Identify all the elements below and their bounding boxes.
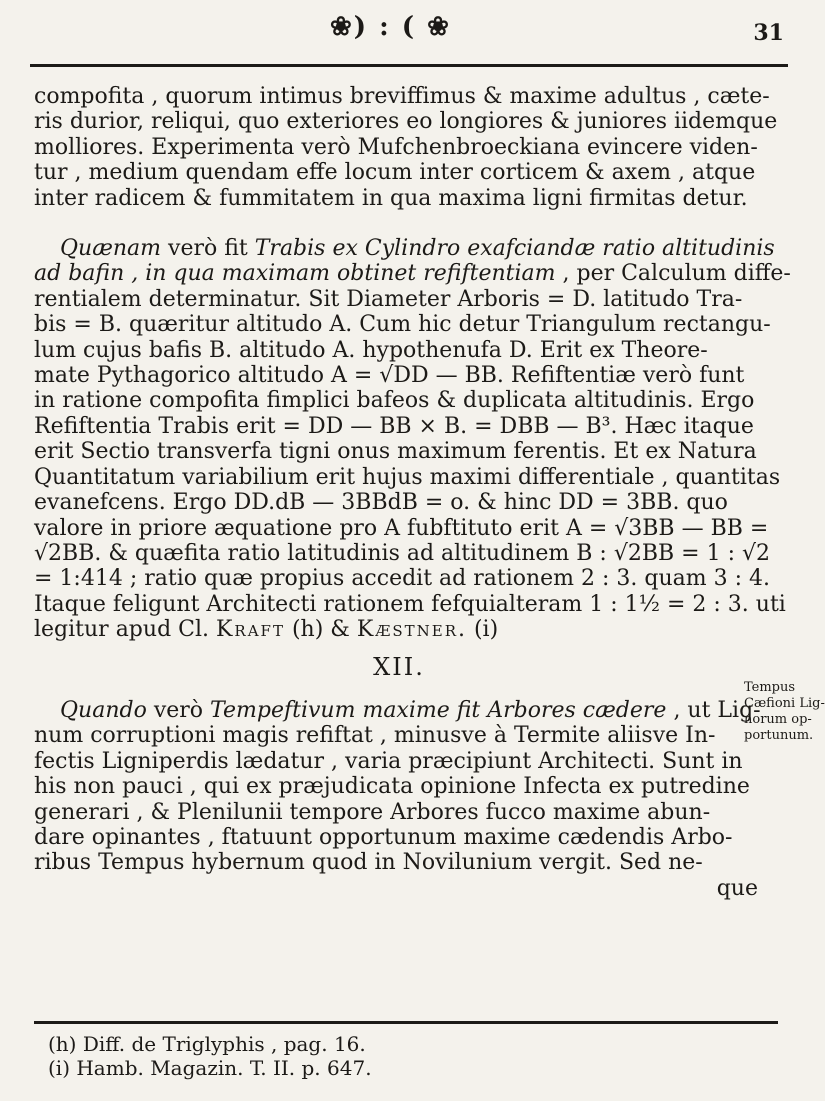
text-line: Quantitatum variabilium erit hujus maximi differentiale , quantitas [34, 464, 781, 490]
text-line [34, 617, 764, 642]
page-header [30, 8, 788, 82]
text-line: molliores. Experimenta verò Mufchenbroeckiana evincere viden- [34, 134, 758, 160]
text-line: lum cujus bafis B. altitudo A. hypothenufa D. Erit ex Theore- [34, 337, 708, 363]
section-lead-word: Quando [60, 697, 147, 723]
footnote-h: (h) Diff. de Triglyphis , pag. 16. [48, 1032, 366, 1056]
text-line: compofita , quorum intimus breviffimus & maxime adultus , cæte- [34, 84, 770, 109]
header-rule [30, 64, 788, 67]
text-line: rentialem determinatur. Sit Diameter Arboris = D. latitudo Tra- [34, 286, 743, 312]
text-line: erit Sectio transverfa tigni onus maximum ferentis. Et ex Natura [34, 439, 757, 465]
text-line: = 1:414 ; ratio quæ propius accedit ad rationem 2 : 3. quam 3 : 4. [34, 566, 771, 592]
text-line: his non pauci , qui ex præjudicata opinione Infecta ex putredine [34, 774, 750, 800]
footnote-i: (i) Hamb. Magazin. T. II. p. 647. [48, 1056, 372, 1080]
marginal-line: Tempus [744, 680, 796, 695]
author-kaestner: Kæstner. [356, 617, 467, 643]
question-title-cont: ad bafin , in qua maximam obtinet refiftentiam [34, 261, 556, 287]
text-line: valore in priore æquatione pro A fubftituto erit A = √3BB — BB = [34, 515, 769, 541]
text-line: bis = B. quæritur altitudo A. Cum hic detur Triangulum rectangu- [34, 312, 771, 338]
line-rest: , per Calculum diffe- [555, 261, 791, 287]
text-line: √2BB. & quæfita ratio latitudinis ad altitudinem B : √2BB = 1 : √2 [34, 540, 771, 566]
text-line: evanefcens. Ergo DD.dB — 3BBdB = o. & hinc DD = 3BB. quo [34, 490, 728, 516]
catchword: que [716, 875, 758, 901]
question-title: Trabis ex Cylindro exafciandæ ratio altitudinis [254, 236, 775, 262]
text-line: in ratione compofita fimplici bafeos & duplicata altitudinis. Ergo [34, 388, 755, 414]
text-line: generari , & Plenilunii tempore Arbores fucco maxime abun- [34, 799, 711, 825]
text-line [34, 261, 791, 287]
marginal-line: portunum. [744, 728, 814, 743]
text-line: ris durior, reliqui, quo exteriores eo longiores & juniores iidemque [34, 109, 778, 135]
citation-lead: legitur apud Cl. [34, 617, 216, 643]
footnotes [48, 1032, 748, 1080]
text-line: dare opinantes , ftatuunt opportunum maxime cædendis Arbo- [34, 824, 733, 850]
text-line: fectis Ligniperdis lædatur , varia præcipiunt Architecti. Sunt in [34, 748, 743, 774]
marginal-note [744, 680, 825, 744]
text-line: mate Pythagorico altitudo A = √DD — BB. Refiftentiæ verò funt [34, 363, 745, 389]
text-line: Itaque feligunt Architecti rationem fefquialteram 1 : 1½ = 2 : 3. uti [34, 591, 786, 617]
text-line [34, 698, 764, 723]
text-line: inter radicem & fummitatem in qua maxima ligni firmitas detur. [34, 185, 748, 211]
text-line: ribus Tempus hybernum quod in Novilunium vergit. Sed ne- [34, 850, 703, 876]
text-line: Refiftentia Trabis erit = DD — BB × B. = DBB — B³. Hæc itaque [34, 413, 754, 439]
header-ornament: ❀) : ( ❀ [330, 12, 451, 42]
section-lead-rest: verò [146, 697, 211, 723]
text-line [34, 236, 775, 262]
lead-rest: verò fit [161, 236, 255, 262]
citation-ref-i: (i) [466, 617, 499, 643]
text-line: num corruptioni magis refiftat , minusve à Termite aliisve In- [34, 723, 716, 749]
page-number: 31 [753, 20, 784, 46]
section-title: Tempeftivum maxime fit Arbores cædere [210, 697, 667, 723]
marginal-line: Cæfioni Lig- [744, 696, 825, 711]
paragraph-gap [34, 211, 764, 236]
section-number: XII. [373, 652, 425, 681]
marginal-line: norum op- [744, 712, 812, 727]
author-kraft: Kraft [216, 617, 285, 643]
text-line: tur , medium quendam effe locum inter corticem & axem , atque [34, 160, 756, 186]
footnote-rule [34, 1021, 778, 1024]
lead-word: Quænam [60, 236, 162, 262]
section-title-rest: , ut Lig- [666, 697, 761, 723]
citation-ref-h: (h) & [284, 617, 357, 643]
